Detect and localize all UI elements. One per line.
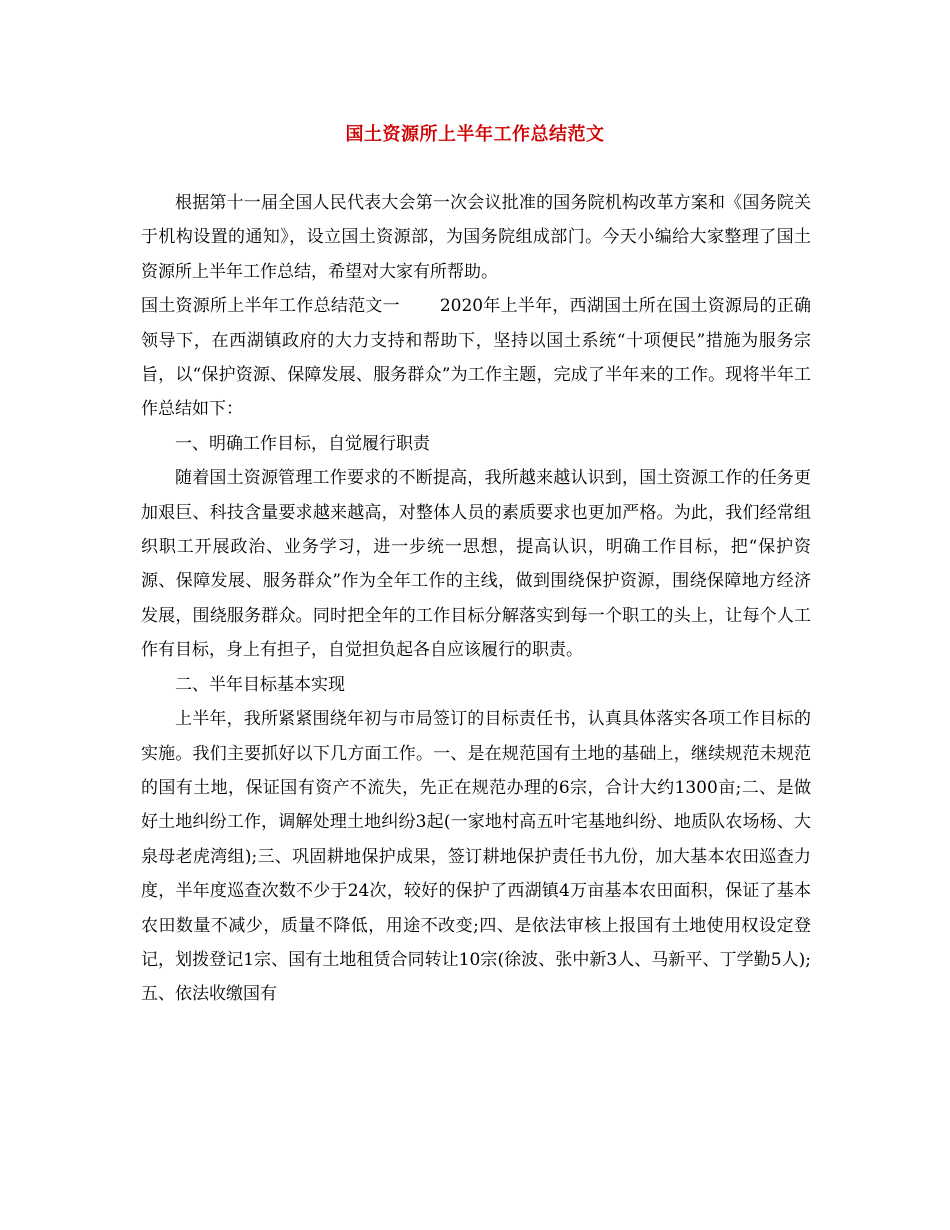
section-one-opening: 2020年上半年，西湖国土所在国土资源局的正确领导下，在西湖镇政府的大力支持和帮助下，坚持以国土系统“十项便民”措施为服务宗旨，以“保护资源、保障发展、服务群众”为工作主题，完成了半年来的工作。现将半年工作总结如下： [141,296,812,420]
section-one-label: 国土资源所上半年工作总结范文一 [141,296,400,317]
paragraph-two: 上半年，我所紧紧围绕年初与市局签订的目标责任书，认真具体落实各项工作目标的实施。我们主要抓好以下几方面工作。一、是在规范国有土地的基础上，继续规范未规范的国有土地，保证国有资产不流失，先正在规范办理的6宗，合计大约1300亩;二、是做好土地纠纷工作，调解处理土地纠纷3起(一家地村高五叶宅基地纠纷、地质队农场杨、大泉母老虎湾组);三、巩固耕地保护成果，签订耕地保护责任书九份，加大基本农田巡查力度，半年度巡查次数不少于24次，较好的保护了西湖镇4万亩基本农田面积，保证了基本农田数量不减少，质量不降低，用途不改变;四、是依法审核上报国有土地使用权设定登记，划拨登记1宗、国有土地租赁合同转让10宗(徐波、张中新3人、马新平、丁学勤5人);五、依法收缴国有 [141,709,811,1005]
document-body [141,186,811,1012]
page-title: 国土资源所上半年工作总结范文 [345,124,605,145]
intro-paragraph: 根据第十一届全国人民代表大会第一次会议批准的国务院机构改革方案和《国务院关于机构设置的通知》，设立国土资源部，为国务院组成部门。今天小编给大家整理了国土资源所上半年工作总结，希望对大家有所帮助。 [141,193,811,282]
paragraph-one: 随着国土资源管理工作要求的不断提高，我所越来越认识到，国土资源工作的任务更加艰巨、科技含量要求越来越高，对整体人员的素质要求也更加严格。为此，我们经常组织职工开展政治、业务学习，进一步统一思想，提高认识，明确工作目标，把“保护资源、保障发展、服务群众”作为全年工作的主线，做到围绕保护资源，围绕保障地方经济发展，围绕服务群众。同时把全年的工作目标分解落实到每一个职工的头上，让每个人工作有目标，身上有担子，自觉担负起各自应该履行的职责。 [141,468,811,661]
heading-two: 二、半年目标基本实现 [175,674,345,695]
heading-one: 一、明确工作目标，自觉履行职责 [175,433,430,454]
section-one-paragraph [141,289,811,427]
